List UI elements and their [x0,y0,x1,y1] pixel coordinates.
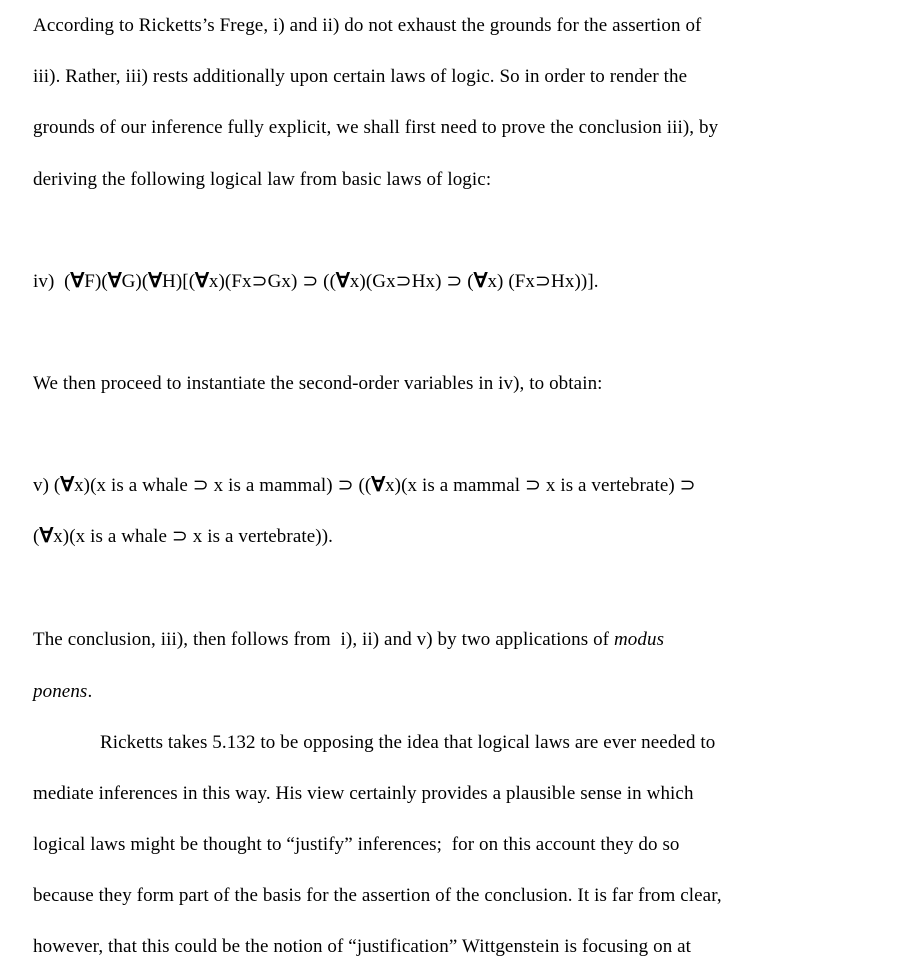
forall-symbol: ∀ [60,474,75,497]
text-segment: mediate inferences in this way. His view certainly provides a plausible sense in which [33,782,694,804]
forall-symbol: ∀ [148,269,163,292]
paragraph4-line1 [33,717,873,768]
forall-symbol: ∀ [371,474,386,497]
text-segment: We then proceed to instantiate the second-order variables in iv), to obtain: [33,373,603,395]
blank-line [33,563,873,614]
paragraph4-line2 [33,768,873,819]
blank-line [33,205,873,256]
forall-symbol: ∀ [107,269,122,292]
paragraph1-line3 [33,102,873,153]
text-segment: . [87,680,93,702]
text-segment: The conclusion, iii), then follows from i), ii) and v) by two applications of [33,629,614,651]
text-segment: (∀x)(x is a whale ⊃ x is a vertebrate)). [33,525,333,548]
paragraph3-line1 [33,614,873,665]
text-segment: Ricketts takes 5.132 to be opposing the idea that logical laws are ever needed to [100,731,716,753]
forall-symbol: ∀ [39,525,54,548]
text-segment: iv) (∀F)(∀G)(∀H)[(∀x)(Fx⊃Gx) ⊃ ((∀x)(Gx⊃Hx) ⊃ (∀x) (Fx⊃Hx))]. [33,269,599,292]
forall-symbol: ∀ [473,269,488,292]
paragraph3-line2 [33,665,873,716]
forall-symbol: ∀ [336,269,350,292]
italic-text-segment: ponens [33,680,88,702]
paragraph2-line1 [33,358,873,409]
forall-symbol: ∀ [70,269,85,292]
paragraph1-line4 [33,154,873,205]
blank-line [33,307,873,358]
paragraph1-line2 [33,51,873,102]
blank-line [33,410,873,461]
text-segment: According to Ricketts’s Frege, i) and ii) do not exhaust the grounds for the assertion of [33,15,702,37]
text-segment: however, that this could be the notion of “justification” Wittgenstein is focusing on at [33,936,692,958]
text-segment: logical laws might be thought to “justify” inferences; for on this account they do so [33,834,680,856]
paragraph4-line4 [33,870,873,921]
text-segment: v) (∀x)(x is a whale ⊃ x is a mammal) ⊃ ((∀x)(x is a mammal ⊃ x is a vertebrate) ⊃ [33,474,696,497]
paragraph1-line1 [33,0,873,51]
text-segment: because they form part of the basis for the assertion of the conclusion. It is far from clear, [33,885,722,907]
text-segment: deriving the following logical law from basic laws of logic: [33,168,492,190]
text-segment: iii). Rather, iii) rests additionally upon certain laws of logic. So in order to render the [33,66,688,88]
document-text-body [33,0,873,973]
text-segment: grounds of our inference fully explicit, we shall first need to prove the conclusion iii), by [33,117,719,139]
formula-iv-line [33,256,873,307]
forall-symbol: ∀ [195,269,209,292]
paragraph4-line3 [33,819,873,870]
formula-v-line2 [33,512,873,563]
formula-v-line1 [33,461,873,512]
paragraph4-line5 [33,921,873,972]
italic-text-segment: modus [613,629,665,651]
